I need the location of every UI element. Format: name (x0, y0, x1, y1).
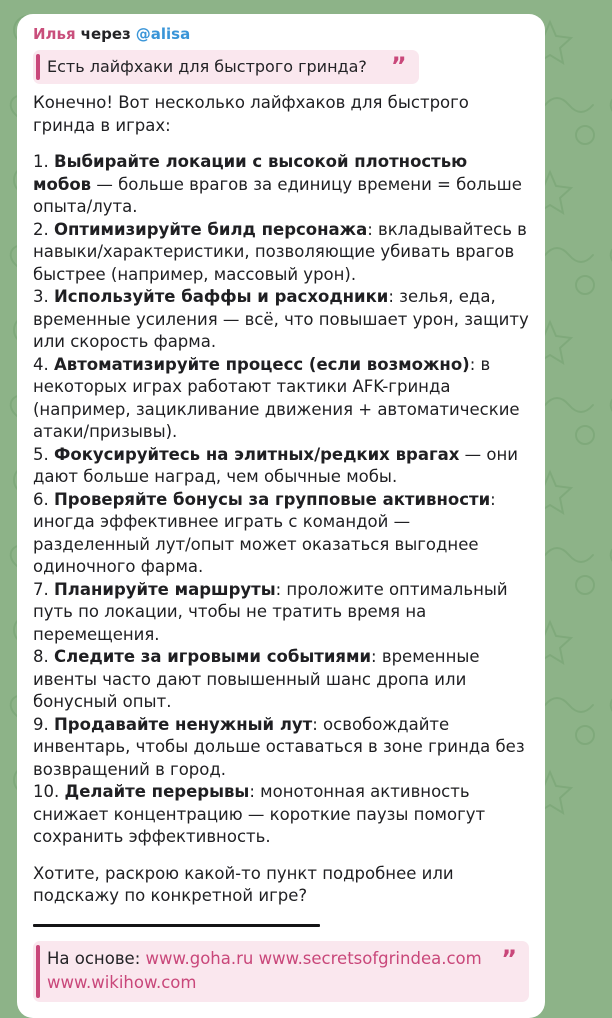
tip-title: Оптимизируйте билд персонажа (54, 219, 368, 239)
tip-title: Делайте перерывы (64, 782, 250, 801)
tip-title: Планируйте маршруты (54, 579, 276, 599)
tip-title: Фокусируйтесь на элитных/редких врагах (54, 444, 460, 464)
message-body (33, 92, 529, 1002)
message-intro: Конечно! Вот несколько лайфхаков для быстрого гринда в играх: (33, 93, 469, 135)
tip-title: Выбирайте локации с высокой плотностью мобов (33, 152, 468, 194)
tip-number: 1. (33, 152, 54, 171)
via-label: через (80, 25, 131, 43)
tip-text: — больше врагов за единицу времени = больше опыта/лута. (33, 174, 522, 216)
message-outro: Хотите, раскрою какой-то пункт подробнее или подскажу по конкретной игре? (33, 863, 454, 905)
message-bubble (17, 14, 545, 1018)
tip-item (33, 444, 529, 489)
tip-item (33, 489, 529, 579)
tip-item (33, 354, 529, 444)
quoted-question-block[interactable] (33, 50, 419, 84)
sender-name[interactable]: Илья (33, 25, 76, 43)
tip-item (33, 151, 529, 219)
quote-mark-icon: ” (501, 944, 517, 973)
tip-text: : зелья, еда, временные усиления — всё, что повышает урон, защиту или скорость фарма. (33, 287, 529, 351)
bot-handle-link[interactable]: @alisa (135, 25, 191, 43)
tip-item (33, 714, 529, 782)
tip-number: 7. (33, 579, 54, 599)
source-link[interactable]: www.wikihow.com (47, 972, 197, 992)
quoted-question-text: Есть лайфхаки для быстрого гринда? (47, 57, 367, 76)
tip-item (33, 286, 529, 354)
tip-text: : в некоторых играх работают тактики AFK-гринда (например, зацикливание движения + автоматические атаки/призывы). (33, 354, 520, 441)
tip-number: 10. (33, 782, 65, 801)
tip-number: 4. (33, 354, 54, 374)
source-link[interactable]: www.secretsofgrindea.com (258, 948, 482, 968)
tip-item (33, 781, 529, 849)
sources-quote-block[interactable] (33, 941, 529, 1002)
tip-title: Следите за игровыми событиями (54, 647, 372, 666)
tip-text: — они дают больше наград, чем обычные мобы. (33, 444, 518, 486)
tip-number: 5. (33, 444, 54, 464)
tip-title: Автоматизируйте процесс (если возможно) (54, 354, 470, 374)
tip-number: 3. (33, 287, 54, 306)
sources-text (47, 947, 487, 995)
tip-title: Проверяйте бонусы за групповые активности (54, 489, 491, 509)
tip-text: : монотонная активность снижает концентрацию — короткие паузы помогут сохранить эффективность. (33, 782, 486, 846)
tip-text: : вкладывайтесь в навыки/характеристики, позволяющие убивать врагов быстрее (например, массовый урон). (33, 219, 527, 284)
tip-number: 8. (33, 647, 54, 666)
tip-text: : освобождайте инвентарь, чтобы дольше оставаться в зоне гринда без возвращений в город. (33, 714, 525, 779)
divider-line (33, 924, 320, 927)
tip-text: : иногда эффективнее играть с командой — разделенный лут/опыт может оказаться выгоднее одиночного фарма. (33, 489, 496, 576)
tip-number: 9. (33, 714, 54, 734)
quote-mark-icon: ” (390, 52, 407, 80)
tip-item (33, 646, 529, 714)
tip-item (33, 579, 529, 647)
tip-text: : временные ивенты часто дают повышенный шанс дропа или бонусный опыт. (33, 647, 480, 711)
sources-label: На основе: (47, 948, 141, 968)
tip-title: Продавайте ненужный лут (54, 714, 313, 734)
tip-number: 6. (33, 489, 54, 509)
tip-number: 2. (33, 219, 54, 239)
tips-list (33, 151, 529, 849)
source-link[interactable]: www.goha.ru (145, 948, 254, 968)
tip-item (33, 219, 529, 287)
tip-title: Используйте баффы и расходники (54, 287, 389, 306)
message-header (33, 22, 529, 50)
tip-text: : проложите оптимальный путь по локации, чтобы не тратить время на перемещения. (33, 579, 508, 644)
